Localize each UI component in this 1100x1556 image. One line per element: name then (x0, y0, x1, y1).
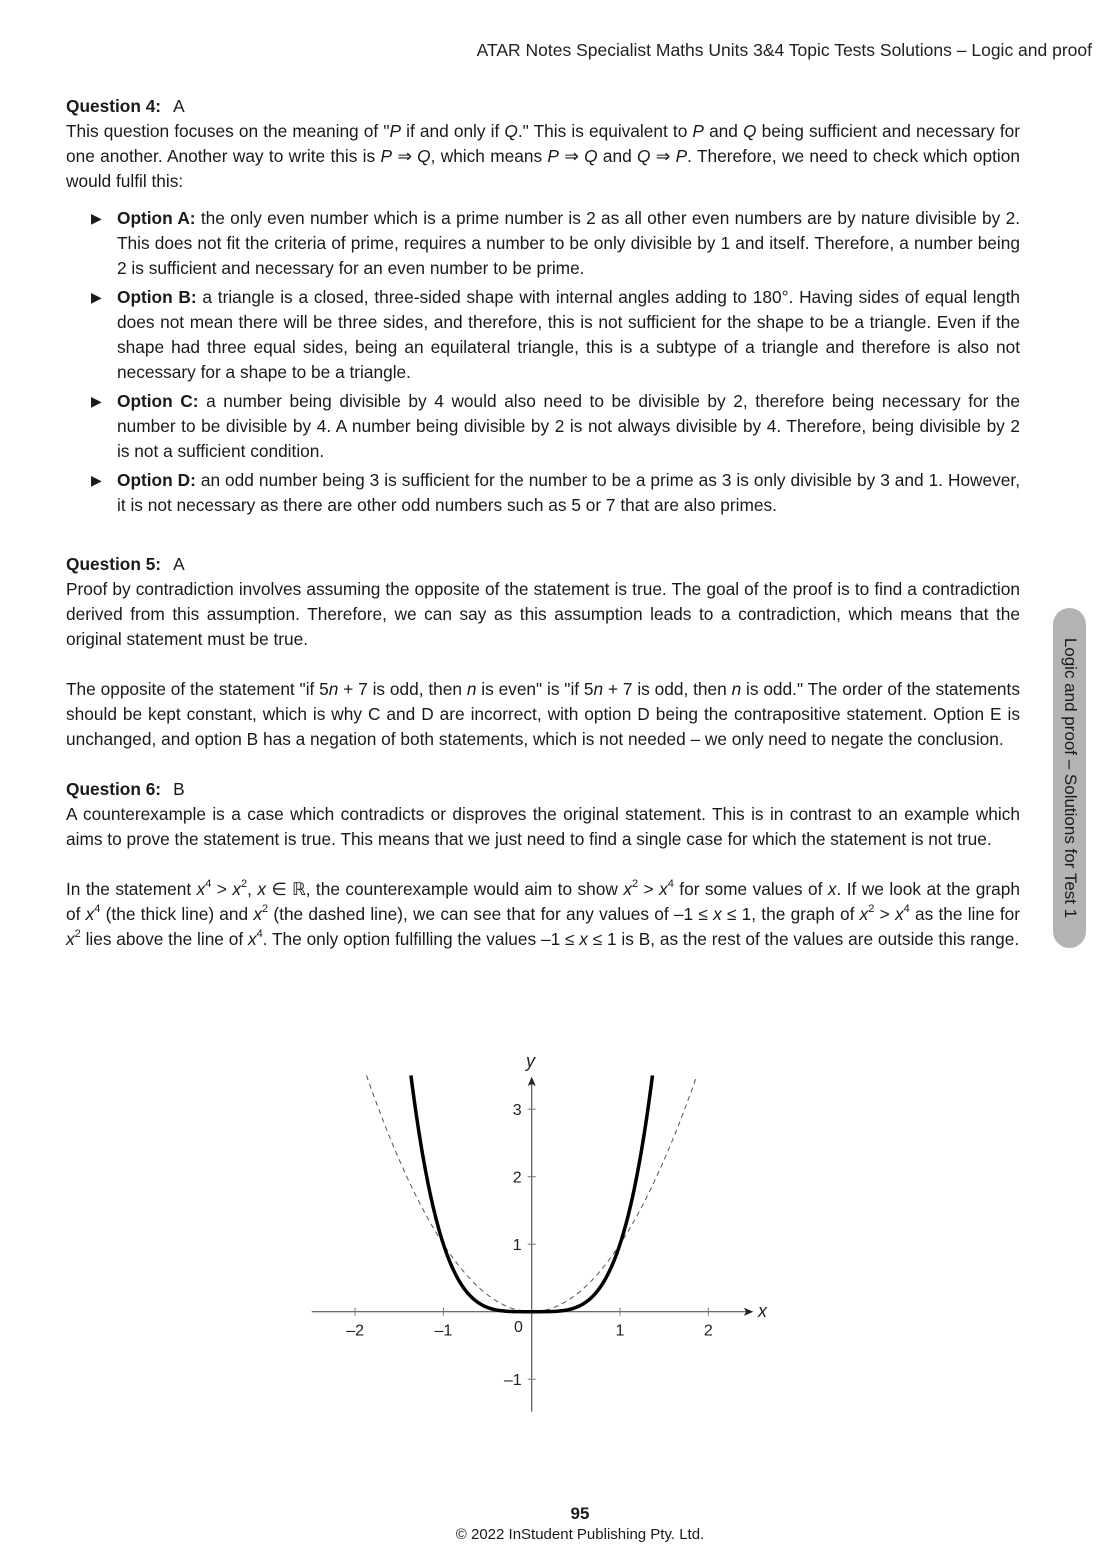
text-run: and (597, 146, 638, 166)
question-6-paragraph-2 (66, 877, 1020, 952)
page-number: 95 (570, 1504, 590, 1523)
question-4-title: Question 4: (66, 96, 162, 116)
option-d-explanation (91, 468, 1020, 518)
section-side-tab (1053, 608, 1086, 948)
text-run: ≤ 1, the graph of (721, 904, 860, 924)
math-variable: Q (584, 146, 598, 166)
math-variable: n (731, 679, 742, 699)
option-b-explanation (91, 285, 1020, 385)
question-4 (66, 94, 1020, 518)
text-run: as the line for (909, 904, 1021, 924)
question-5-paragraph-1: Proof by contradiction involves assuming the opposite of the statement is true. The goal of the proof is to find a contradiction derived from this assumption. Therefore, we can say as this assumption leads to a contradiction, which means that the original statement must be true. (66, 579, 1020, 649)
text-run: . If we look at the graph of (66, 879, 1020, 924)
math-variable: x (196, 879, 206, 899)
triangle-bullet-icon: ▶ (91, 210, 102, 226)
x-tick-label: 2 (703, 1322, 713, 1340)
exponent: 4 (94, 903, 101, 916)
question-5-paragraph-2 (66, 677, 1020, 752)
math-variable: Q (637, 146, 651, 166)
y-tick-label: –1 (503, 1372, 522, 1390)
question-4-intro (66, 119, 1020, 194)
y-tick-label: 3 (512, 1102, 522, 1120)
text-run: . Therefore, we need to check which option would fulfil this: (66, 146, 1020, 191)
option-text: a number being divisible by 4 would also need to be divisible by 2, therefore being necessary for the number to be divisible by 4. A number being divisible by 2 is not always divisible by 4. Therefore, being divisible by 2 is not a sufficient condition. (117, 391, 1020, 461)
math-variable: x (85, 904, 95, 924)
math-variable: x (579, 929, 588, 949)
math-variable: x (659, 879, 668, 899)
question-4-heading (66, 94, 1020, 119)
math-variable: n (328, 679, 339, 699)
math-variable: P (389, 121, 401, 141)
text-run: is even" is "if 5 (476, 679, 594, 699)
text-run: (the thick line) and (100, 904, 254, 924)
math-variable: x (66, 929, 75, 949)
text-run: and (703, 121, 744, 141)
triangle-bullet-icon: ▶ (91, 289, 102, 305)
math-variable: P (547, 146, 559, 166)
text-run: if and only if (401, 121, 505, 141)
text-run: being sufficient and necessary for one another. Another way to write this is (66, 121, 1021, 166)
math-variable: x (232, 879, 242, 899)
text-run: , (247, 879, 258, 899)
option-text: a triangle is a closed, three-sided shape with internal angles adding to 180°. Having sides of equal length does not mean there will be three sides, and therefore, this is not sufficient for the shape to be a triangle. Even if the shape had three equal sides, being an equilateral triangle, this is a subtype of a triangle and therefore is also not necessary for a shape to be a triangle. (117, 287, 1020, 382)
math-variable: n (466, 679, 477, 699)
question-6-heading (66, 777, 1020, 802)
math-variable: Q (504, 121, 518, 141)
text-run: is odd." The order of the statements should be kept constant, which is why C and D are incorrect, with option D being the contrapositive statement. Option E is unchanged, and option B has a negation of both statements, which is not needed – we only need to negate the conclusion. (66, 679, 1020, 749)
text-run: The opposite of the statement "if 5 (66, 679, 329, 699)
question-6-title: Question 6: (66, 779, 162, 799)
option-label: Option C: (117, 391, 199, 411)
x-axis-label: x (758, 1301, 767, 1321)
exponent: 2 (241, 878, 248, 891)
option-label: Option A: (117, 208, 196, 228)
text-run: ⇒ (558, 146, 585, 166)
text-run: > (638, 879, 660, 899)
math-variable: P (675, 146, 688, 166)
math-variable: x (713, 904, 722, 924)
text-run: for some values of (673, 879, 828, 899)
text-run: ." This is equivalent to (517, 121, 693, 141)
text-run: > (211, 879, 233, 899)
question-4-answer: A (173, 96, 185, 116)
question-5-answer: A (173, 554, 185, 574)
option-c-explanation (91, 389, 1020, 464)
exponent: 4 (667, 878, 674, 891)
copyright-notice: © 2022 InStudent Publishing Pty. Ltd. (455, 1526, 705, 1543)
text-run: + 7 is odd, then (338, 679, 467, 699)
question-5-title: Question 5: (66, 554, 162, 574)
question-5-heading (66, 552, 1020, 577)
math-variable: x (894, 904, 904, 924)
math-variable: x (859, 904, 869, 924)
triangle-bullet-icon: ▶ (91, 472, 102, 488)
option-a-explanation (91, 206, 1020, 281)
running-header: ATAR Notes Specialist Maths Units 3&4 Topic Tests Solutions – Logic and proof (476, 40, 1092, 60)
y-axis (524, 1051, 536, 1412)
math-variable: Q (743, 121, 757, 141)
question-6-paragraph-1: A counterexample is a case which contradicts or disproves the original statement. This is in contrast to an example which aims to prove the statement is true. This means that we just need to find a single case for which the statement is not true. (66, 804, 1020, 849)
text-run: (the dashed line), we can see that for any values of –1 ≤ (268, 904, 714, 924)
x-tick-label: –1 (434, 1322, 453, 1340)
math-variable: Q (417, 146, 431, 166)
question-4-options (66, 206, 1020, 518)
text-run: > (874, 904, 895, 924)
exponent: 2 (868, 903, 875, 916)
option-text: an odd number being 3 is sufficient for the number to be a prime as 3 is only divisible by 3 and 1. However, it is not necessary as there are other odd numbers such as 5 or 7 that are also primes. (117, 470, 1020, 515)
text-run: ⇒ (650, 146, 676, 166)
math-variable: n (593, 679, 604, 699)
text-run: This question focuses on the meaning of " (66, 121, 390, 141)
question-6 (66, 777, 1020, 952)
exponent: 4 (903, 903, 910, 916)
math-variable: P (692, 121, 704, 141)
text-run: . The only option fulfilling the values –1 ≤ (262, 929, 580, 949)
y-axis-ticks (504, 1102, 536, 1389)
x4-vs-x2-graph (300, 1040, 790, 1420)
y-tick-label: 1 (512, 1237, 522, 1255)
text-run: ≤ 1 is B, as the rest of the values are outside this range. (587, 929, 1020, 949)
side-tab-label: Logic and proof – Solutions for Test 1 (1060, 637, 1080, 919)
exponent: 4 (205, 878, 212, 891)
text-run: , which means (430, 146, 548, 166)
exponent: 2 (262, 903, 269, 916)
text-run: lies above the line of (80, 929, 248, 949)
option-text: the only even number which is a prime number is 2 as all other even numbers are by nature divisible by 2. This does not fit the criteria of prime, requires a number to be only divisible by 1 and itself. Therefore, a number being 2 is sufficient and necessary for an even number to be prime. (117, 208, 1020, 278)
triangle-bullet-icon: ▶ (91, 393, 102, 409)
option-label: Option B: (117, 287, 197, 307)
text-run: ⇒ (392, 146, 418, 166)
option-label: Option D: (117, 470, 196, 490)
x-tick-label: –2 (346, 1322, 364, 1340)
exponent: 4 (256, 928, 263, 941)
math-variable: x (247, 929, 257, 949)
math-variable: P (380, 146, 392, 166)
text-run: In the statement (66, 879, 197, 899)
text-run: ∈ ℝ, the counterexample would aim to show (266, 879, 624, 899)
text-run: + 7 is odd, then (603, 679, 732, 699)
exponent: 2 (74, 928, 81, 941)
solutions-content (66, 94, 1020, 952)
exponent: 2 (631, 878, 639, 891)
math-variable: x (257, 879, 267, 899)
math-variable: x (623, 879, 632, 899)
origin-label: 0 (514, 1319, 523, 1336)
math-variable: x (827, 879, 837, 899)
question-6-answer: B (173, 779, 185, 799)
y-tick-label: 2 (512, 1169, 522, 1187)
question-5 (66, 552, 1020, 752)
x-tick-label: 1 (615, 1322, 625, 1340)
y-axis-label: y (526, 1051, 535, 1071)
math-variable: x (253, 904, 263, 924)
